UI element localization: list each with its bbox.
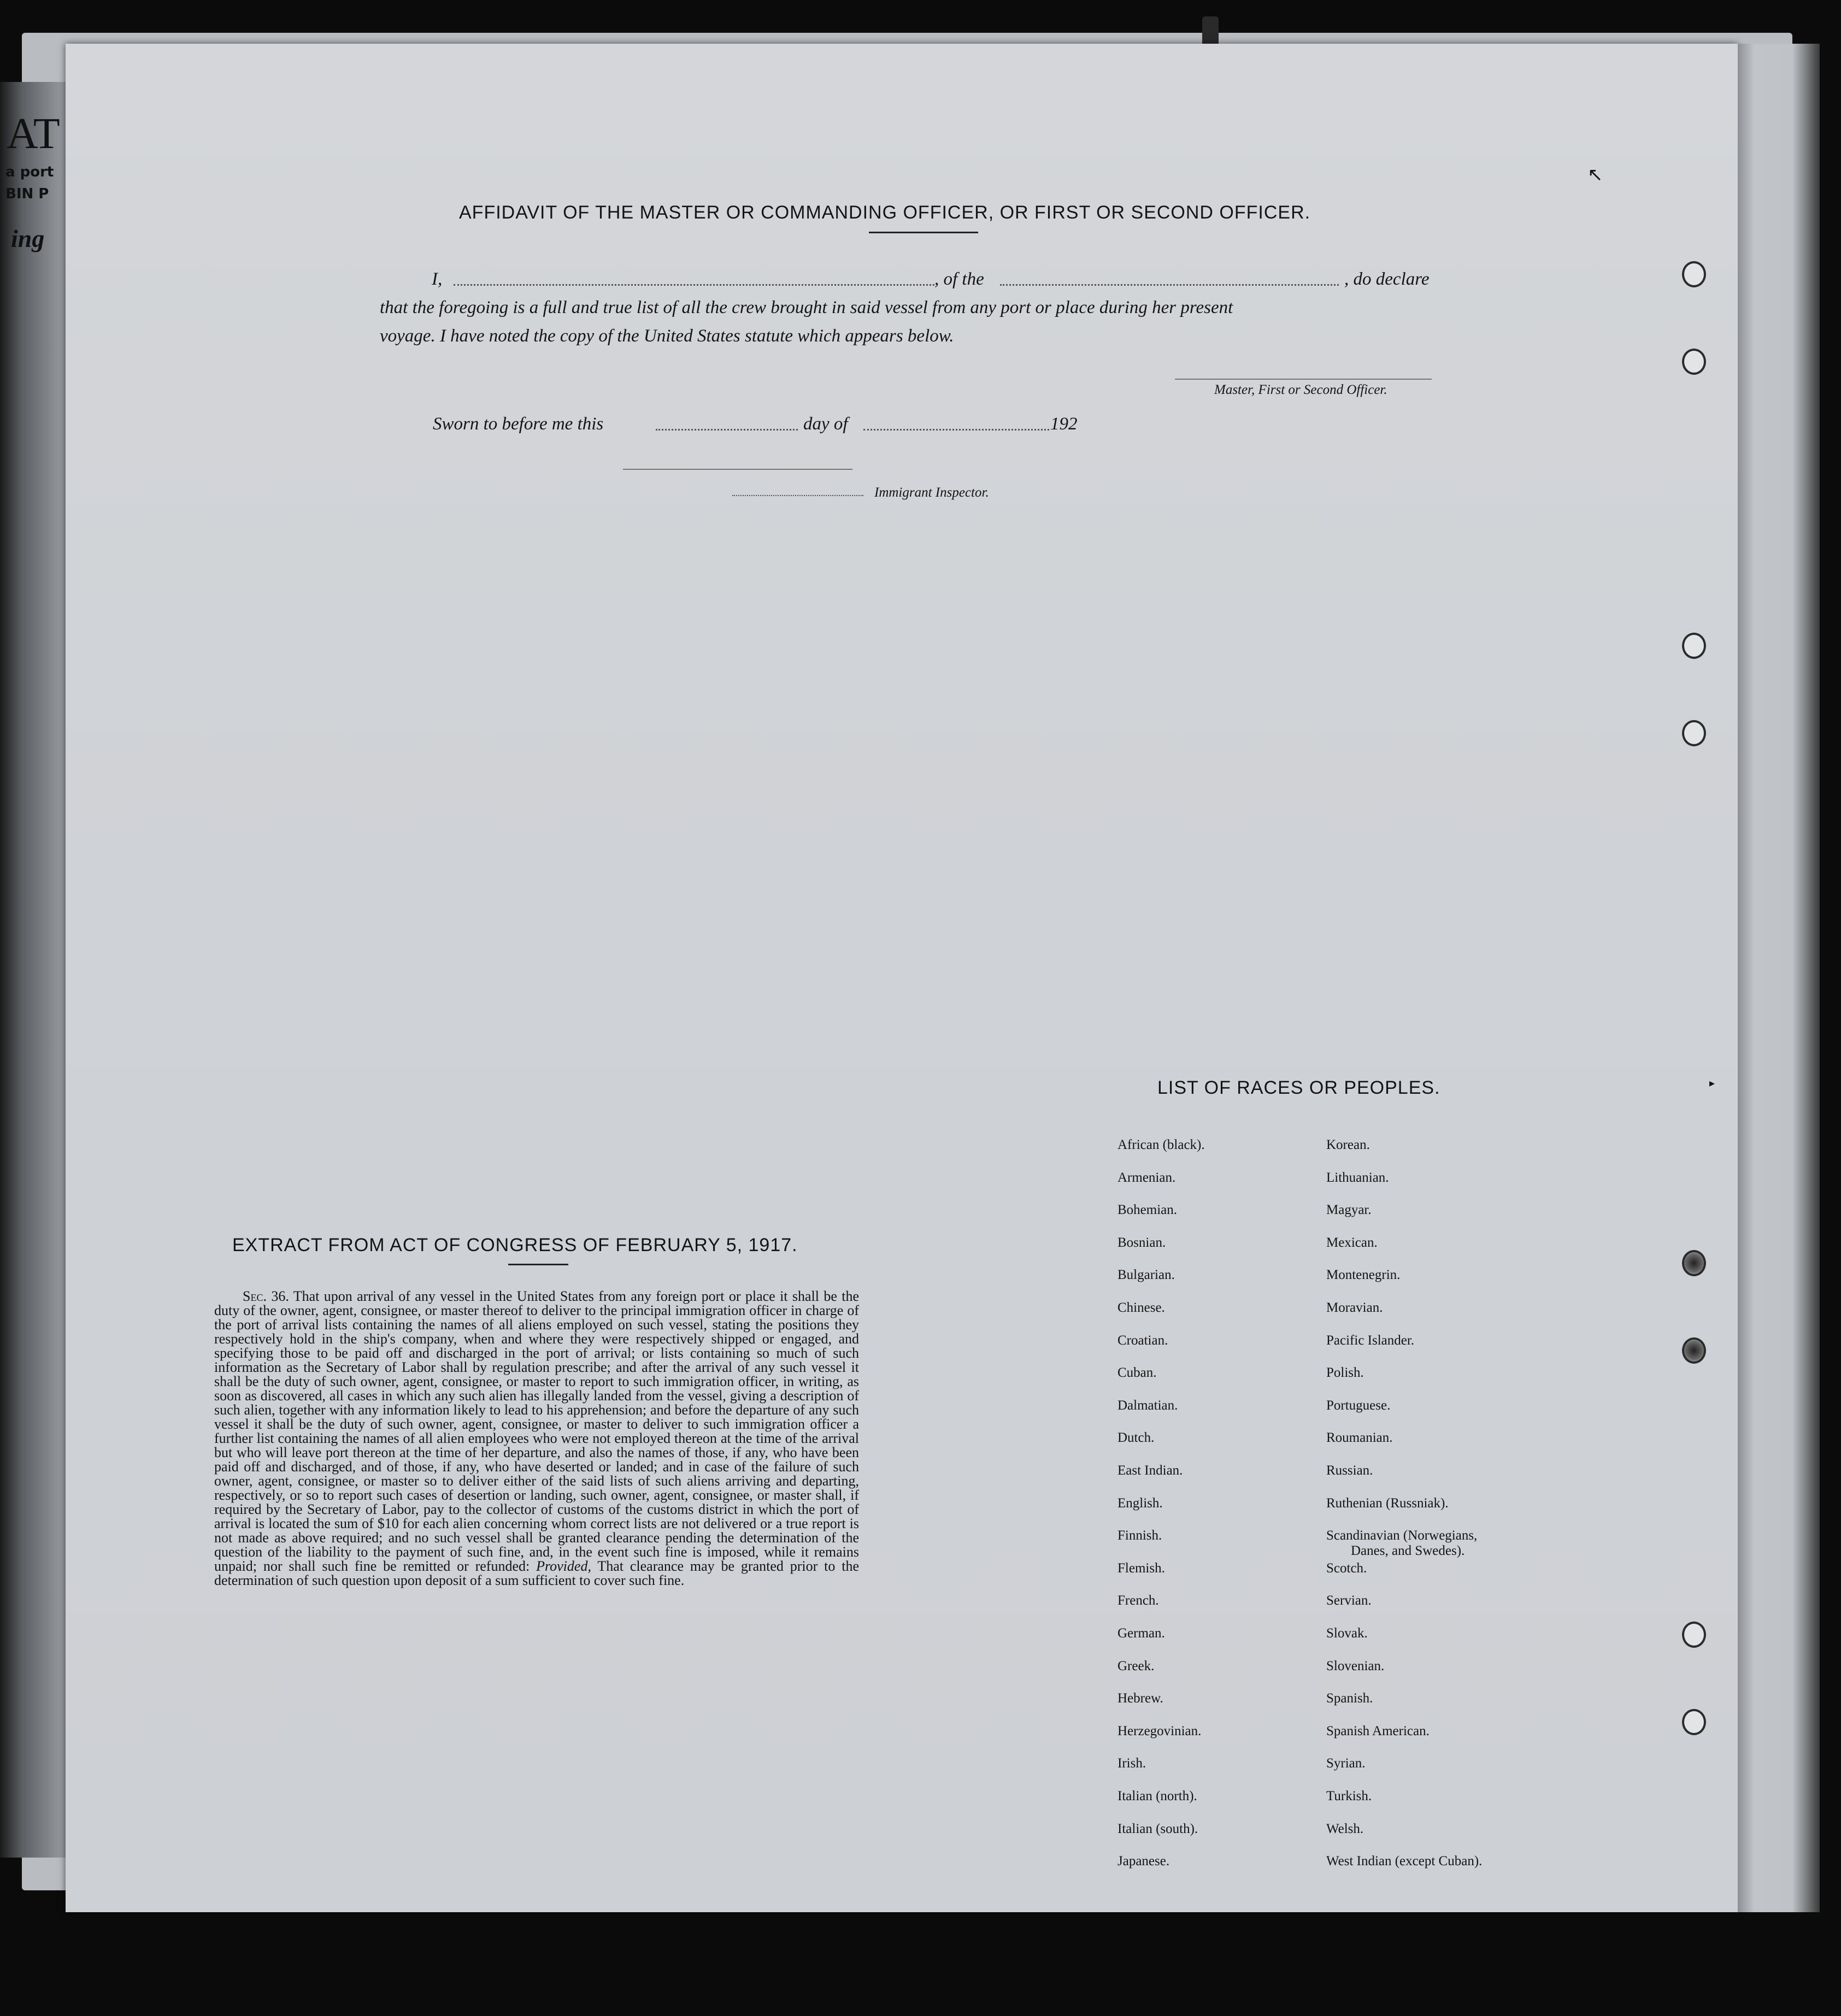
race-item: Japanese. [1117, 1854, 1170, 1869]
race-item: Italian (south). [1117, 1821, 1198, 1836]
race-item: Chinese. [1117, 1300, 1165, 1315]
stray-mark: ↖ [1587, 164, 1603, 186]
race-item: Cuban. [1117, 1365, 1157, 1381]
race-item: Servian. [1326, 1593, 1372, 1608]
punch-hole [1682, 1337, 1706, 1364]
affidavit-line-3: voyage. I have noted the copy of the United States statute which appears below. [380, 326, 954, 346]
race-item: Italian (north). [1117, 1789, 1197, 1803]
punch-hole [1682, 720, 1706, 746]
race-item: Spanish American. [1326, 1723, 1430, 1738]
edge-fragment-3: BIN P [5, 186, 49, 202]
race-item: English. [1117, 1495, 1163, 1511]
vessel-blank [1000, 284, 1339, 286]
affidavit-line-2: that the foregoing is a full and true list of all the crew brought in said vessel from any port or place during her present [380, 298, 1233, 317]
affidavit-title: AFFIDAVIT OF THE MASTER OR COMMANDING OFFICER, OR FIRST OR SECOND OFFICER. [459, 202, 1311, 223]
race-item: Bohemian. [1117, 1202, 1178, 1218]
race-item: Slovenian. [1326, 1658, 1385, 1673]
inspector-dotted-line [732, 495, 863, 496]
race-item: Portuguese. [1326, 1398, 1391, 1413]
provided-word: Provided, [536, 1558, 591, 1574]
race-item: East Indian. [1117, 1463, 1183, 1478]
race-item: Slovak. [1326, 1626, 1368, 1641]
race-item: Armenian. [1117, 1170, 1176, 1185]
affidavit-i: I, [432, 269, 443, 289]
sworn-day-blank [656, 429, 798, 431]
race-item: Flemish. [1117, 1560, 1165, 1576]
race-item: Moravian. [1326, 1300, 1383, 1315]
race-item: Dalmatian. [1117, 1398, 1178, 1413]
punch-hole [1682, 1250, 1706, 1276]
edge-fragment-1: AT [7, 110, 60, 158]
affidavit-declare: , do declare [1344, 269, 1430, 289]
race-item: Finnish. [1117, 1528, 1162, 1543]
race-item: Greek. [1117, 1658, 1155, 1673]
race-item: Hebrew. [1117, 1691, 1163, 1706]
punch-hole [1682, 1622, 1706, 1648]
edge-fragment-2: a port [5, 164, 54, 180]
races-title: LIST OF RACES OR PEOPLES. [1157, 1077, 1440, 1098]
sworn-day-of: day of [803, 414, 848, 434]
signature-line [1175, 379, 1432, 380]
edge-fragment-4: ing [11, 225, 45, 252]
section-label: Sec. 36. [243, 1288, 289, 1304]
race-item: Lithuanian. [1326, 1170, 1389, 1185]
punch-hole [1682, 261, 1706, 287]
race-item: Polish. [1326, 1365, 1364, 1381]
race-item: Bosnian. [1117, 1235, 1166, 1250]
race-item: Dutch. [1117, 1430, 1155, 1446]
race-item: Scotch. [1326, 1560, 1367, 1576]
race-item: Russian. [1326, 1463, 1373, 1478]
extract-text-1: That upon arrival of any vessel in the United States from any foreign port or place it shall be the duty of the owner, agent, consignee, or master thereof to deliver to the principal immigration officer in charge of the port of arrival lists containing the names of all aliens employed on such vessel, stating the positions they respectively hold in the ship's company, when and where they were respectively shipped or engaged, and specifying those to be paid off and discharged in the port of arrival; or lists containing so much of such information as the Secretary of Labor shall by regulation prescribe; and after the arrival of any such vessel it shall be the duty of such owner, agent, consignee, or master to report to such immigration officer, in writing, as soon as discovered, all cases in which any such alien has illegally landed from the vessel, giving a description of such alien, together with any information likely to lead to his apprehension; and before the departure of any such vessel it shall be the duty of such owner, agent, consignee, or master to deliver to such immigration officer a further list containing the names of all alien employees who were not employed thereon at the time of the arrival but who will leave port thereon at the time of her departure, and also the names of those, if any, who have been paid off and discharged, and of those, if any, who have deserted or landed; and in case of the failure of such owner, agent, consignee, or master so to deliver either of the said lists of such aliens arriving and departing, respectively, or so to report such cases of desertion or landing, such owner, agent, consignee, or master shall, if required by the Secretary of Labor, pay to the collector of customs of the customs district in which the port of arrival is located the sum of $10 for each alien concerning whom correct lists are not delivered or a true report is not made as above required; and no such vessel shall be granted clearance pending the determination of the question of the liability to the payment of such fine, and, in the event such fine is imposed, while it remains unpaid; nor shall such fine be remitted or refunded: [214, 1288, 860, 1574]
race-item: African (black). [1117, 1137, 1205, 1152]
race-item: Korean. [1326, 1137, 1370, 1152]
race-item: Bulgarian. [1117, 1268, 1175, 1283]
race-item-continuation: Danes, and Swedes). [1351, 1543, 1465, 1559]
race-item: Irish. [1117, 1756, 1146, 1771]
right-binding [1738, 44, 1820, 1912]
extract-title: EXTRACT FROM ACT OF CONGRESS OF FEBRUARY 5, 1917. [232, 1235, 798, 1255]
extract-body [214, 1289, 859, 1588]
race-item: Croatian. [1117, 1333, 1168, 1348]
inspector-signature-line [623, 469, 852, 470]
extract-title-underline [508, 1264, 568, 1265]
extract-text-2: That clearance may be granted prior to the determination of such question upon deposit of a sum sufficient to cover such fine. [214, 1558, 859, 1588]
race-item: Magyar. [1326, 1202, 1372, 1218]
sworn-prefix: Sworn to before me this [433, 414, 604, 434]
punch-hole [1682, 349, 1706, 375]
affidavit-of-the: , of the [934, 269, 984, 289]
race-item: Roumanian. [1326, 1430, 1393, 1446]
race-item: Spanish. [1326, 1691, 1373, 1706]
signature-label: Master, First or Second Officer. [1214, 382, 1387, 397]
sworn-month-blank [863, 429, 1049, 431]
race-item: Pacific Islander. [1326, 1333, 1415, 1348]
inspector-label: Immigrant Inspector. [874, 485, 989, 500]
punch-hole [1682, 633, 1706, 659]
race-item: Turkish. [1326, 1789, 1372, 1803]
punch-hole [1682, 1709, 1706, 1735]
stray-mark: ▸ [1709, 1076, 1715, 1089]
name-blank [454, 284, 934, 286]
title-underline [869, 232, 978, 233]
race-item: Herzegovinian. [1117, 1723, 1202, 1738]
race-item: German. [1117, 1626, 1165, 1641]
race-item: Syrian. [1326, 1756, 1366, 1771]
race-item: Ruthenian (Russniak). [1326, 1495, 1449, 1511]
sworn-year: 192 [1050, 414, 1078, 434]
race-item: Mexican. [1326, 1235, 1378, 1250]
race-item: Scandinavian (Norwegians, [1326, 1528, 1478, 1543]
race-item: Welsh. [1326, 1821, 1364, 1836]
document-page [66, 44, 1738, 1912]
race-item: Montenegrin. [1326, 1268, 1401, 1283]
race-item: West Indian (except Cuban). [1326, 1854, 1483, 1869]
race-item: French. [1117, 1593, 1159, 1608]
